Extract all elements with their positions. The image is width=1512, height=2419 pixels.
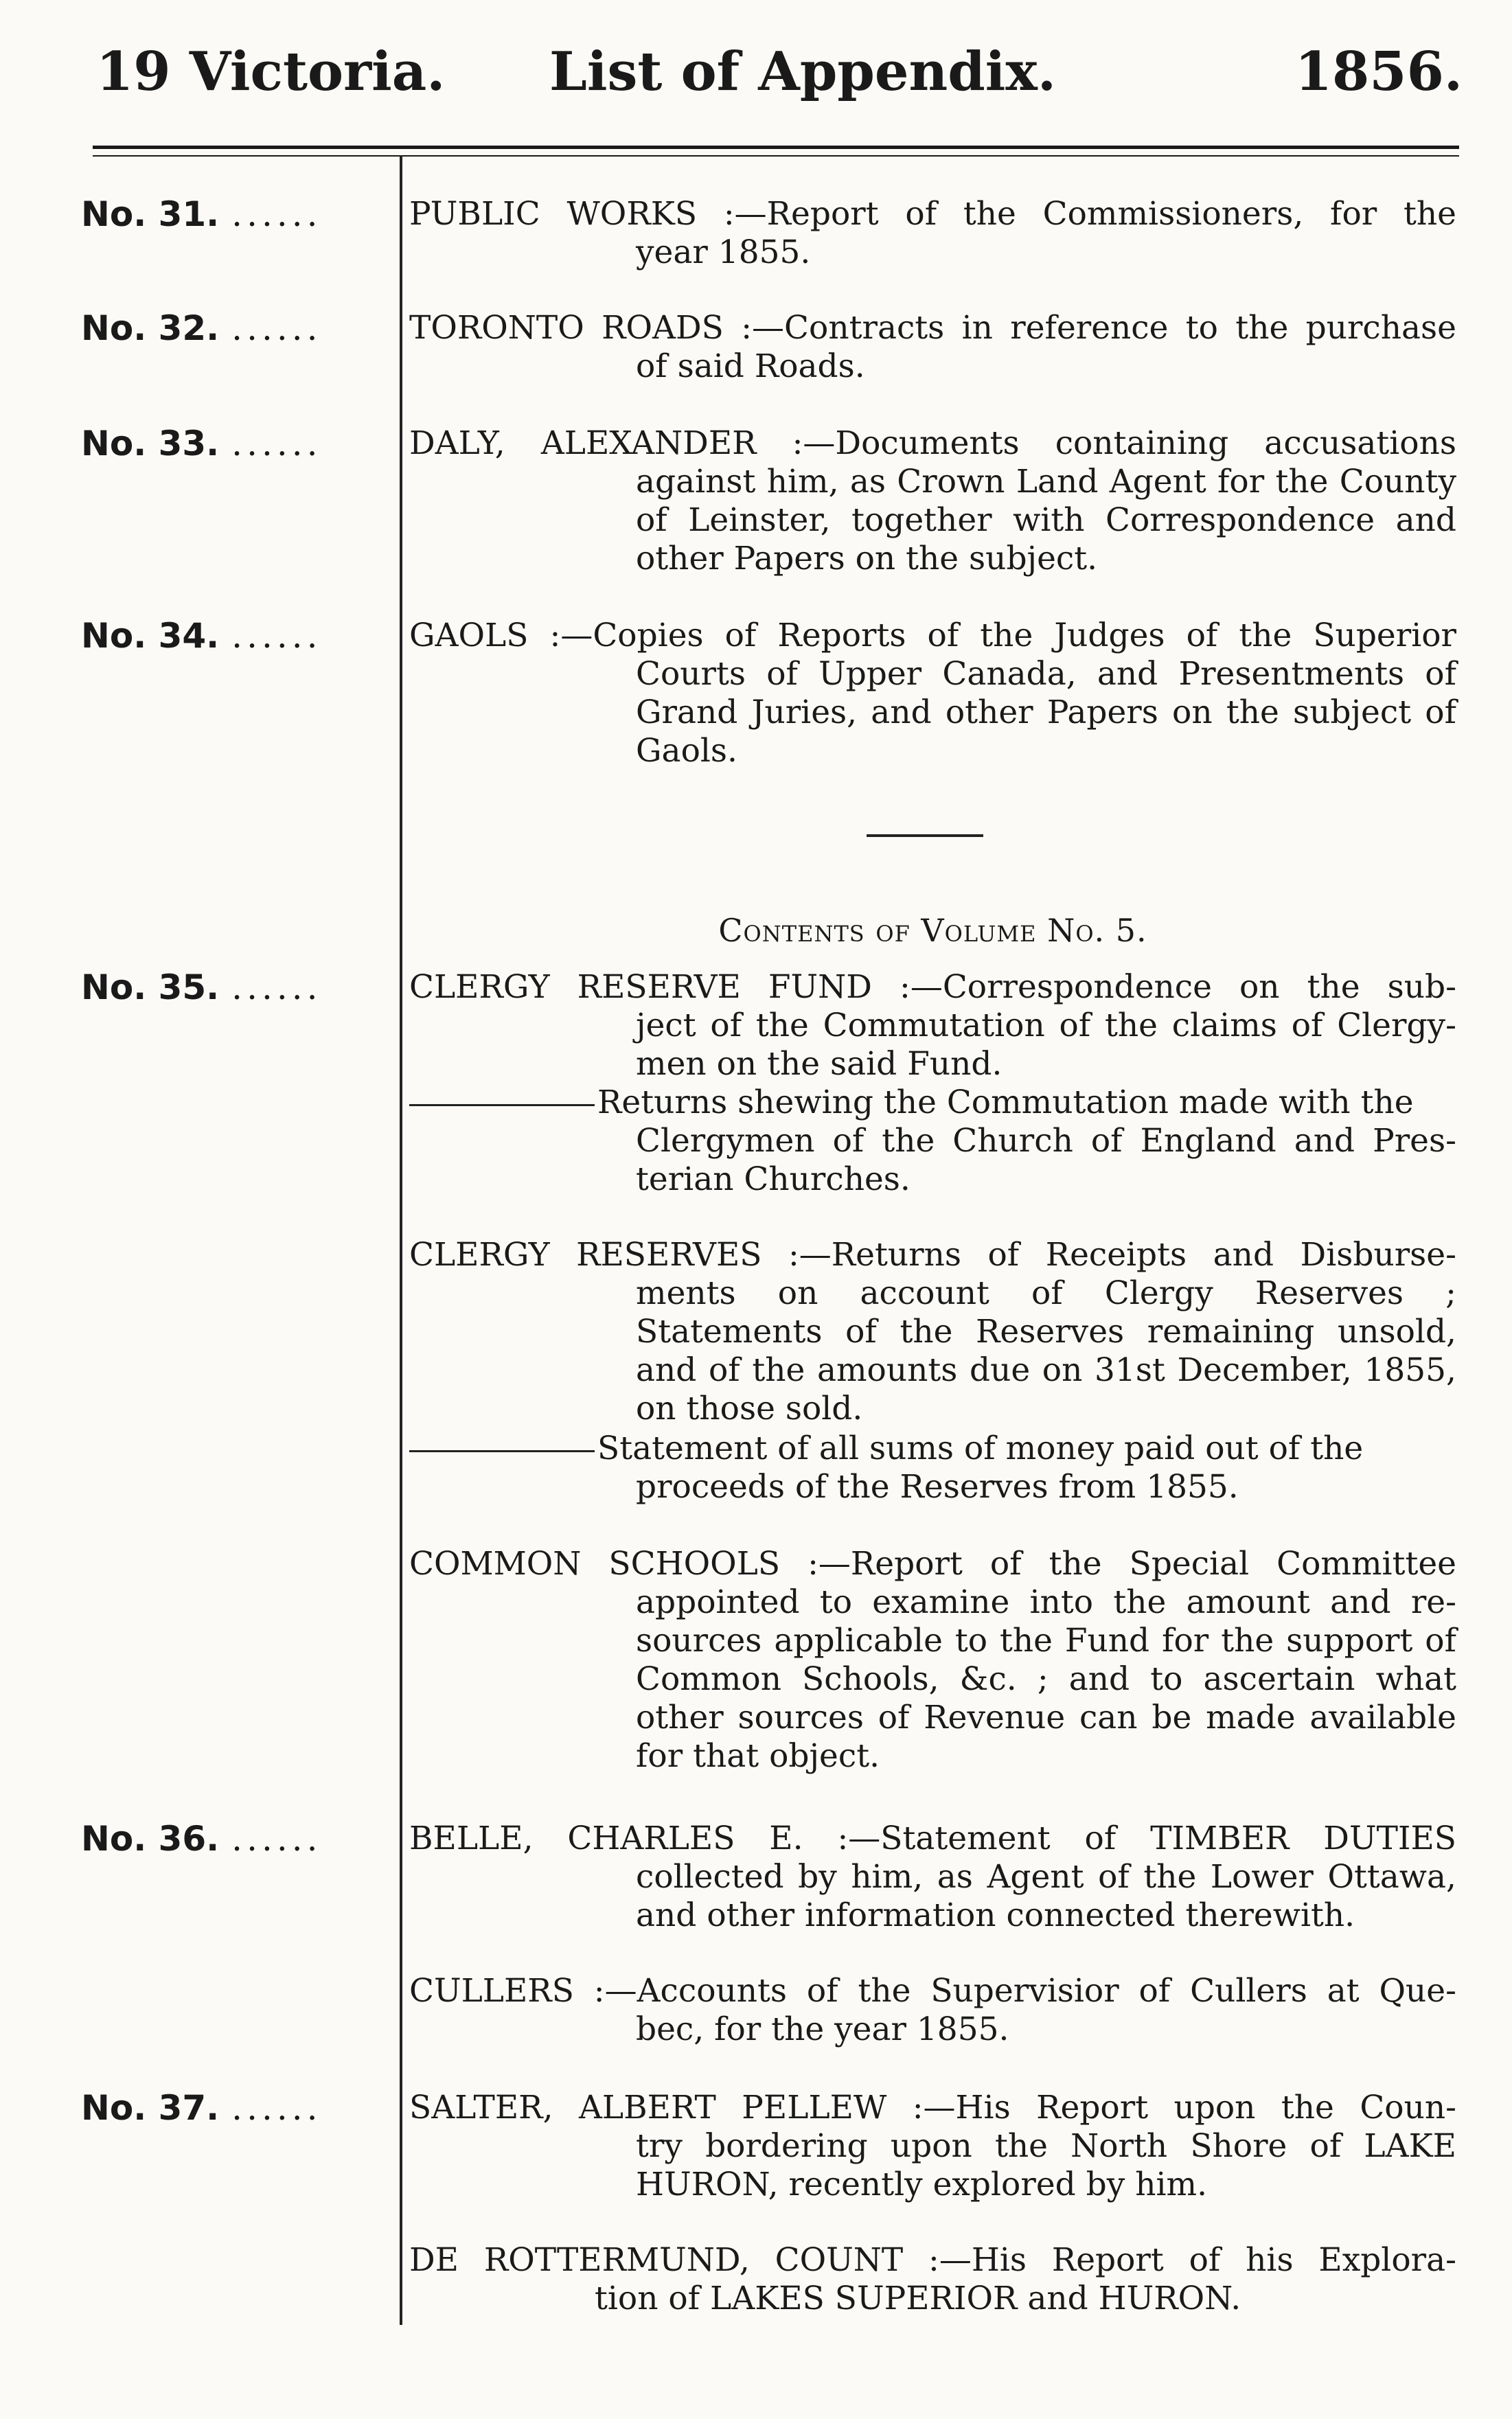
entry-number-33: No. 33. ...... <box>81 424 322 463</box>
entry-clergy-returns-commutation: Returns shewing the Commutation made with the Clergymen of the Church of England and Pres- terian Churches. <box>409 1084 1456 1199</box>
header-rule-thin <box>93 155 1459 157</box>
entry-clergy-reserves: CLERGY RESERVES :—Returns of Receipts and Disburse- ments on account of Clergy Reserves ; Statements of the Reserves remaining unsold, and of the amounts due on 31st December, 1855, on those sold. <box>409 1236 1456 1428</box>
column-divider <box>400 155 402 2325</box>
entry-number-35: No. 35. ...... <box>81 967 322 1007</box>
entry-number-37: No. 37. ...... <box>81 2088 322 2128</box>
entry-toronto-roads: TORONTO ROADS :—Contracts in reference to the purchase of said Roads. <box>409 309 1456 385</box>
entry-daly-alexander: DALY, ALEXANDER :—Documents containing accusations against him, as Crown Land Agent for the County of Leinster, together with Correspondence and other Papers on the subject. <box>409 424 1456 577</box>
entry-cullers: CULLERS :—Accounts of the Supervisior of Cullers at Que- bec, for the year 1855. <box>409 1972 1456 2048</box>
volume-heading: Contents of Volume No. 5. <box>718 912 1147 949</box>
entry-number-36: No. 36. ...... <box>81 1819 322 1859</box>
entry-belle-charles: BELLE, CHARLES E. :—Statement of TIMBER DUTIES collected by him, as Agent of the Lower Ottawa, and other information connected therewith. <box>409 1820 1456 1934</box>
ditto-dash <box>409 1450 595 1452</box>
entry-public-works: PUBLIC WORKS :—Report of the Commissioners, for the year 1855. <box>409 195 1456 271</box>
entry-number-34: No. 34. ...... <box>81 616 322 656</box>
page-header <box>89 34 1463 110</box>
section-separator <box>867 834 983 837</box>
header-rule-thick <box>93 146 1459 149</box>
entry-gaols: GAOLS :—Copies of Reports of the Judges of the Superior Courts of Upper Canada, and Presentments of Grand Juries, and other Papers on the subject of Gaols. <box>409 617 1456 770</box>
header-title: List of Appendix. <box>549 41 1057 103</box>
ditto-dash <box>409 1104 595 1106</box>
entry-number-32: No. 32. ...... <box>81 308 322 348</box>
entry-de-rottermund: DE ROTTERMUND, COUNT :—His Report of his Explora- tion of LAKES SUPERIOR and HURON. <box>409 2241 1456 2317</box>
entry-common-schools: COMMON SCHOOLS :—Report of the Special Committee appointed to examine into the amount and re- sources applicable to the Fund for the support of Common Schools, &c. ; and to ascertain what other sources of Revenue can be made available for that object. <box>409 1545 1456 1775</box>
entry-clergy-statement-sums: Statement of all sums of money paid out of the proceeds of the Reserves from 1855. <box>409 1430 1456 1506</box>
header-session: 19 Victoria. <box>96 41 446 103</box>
header-year: 1856. <box>1294 41 1463 103</box>
entry-clergy-reserve-fund: CLERGY RESERVE FUND :—Correspondence on the sub- ject of the Commutation of the claims of Clergy- men on the said Fund. <box>409 968 1456 1083</box>
entry-salter-albert: SALTER, ALBERT PELLEW :—His Report upon the Coun- try bordering upon the North Shore of LAKE HURON, recently explored by him. <box>409 2089 1456 2203</box>
entry-number-31: No. 31. ...... <box>81 194 322 234</box>
